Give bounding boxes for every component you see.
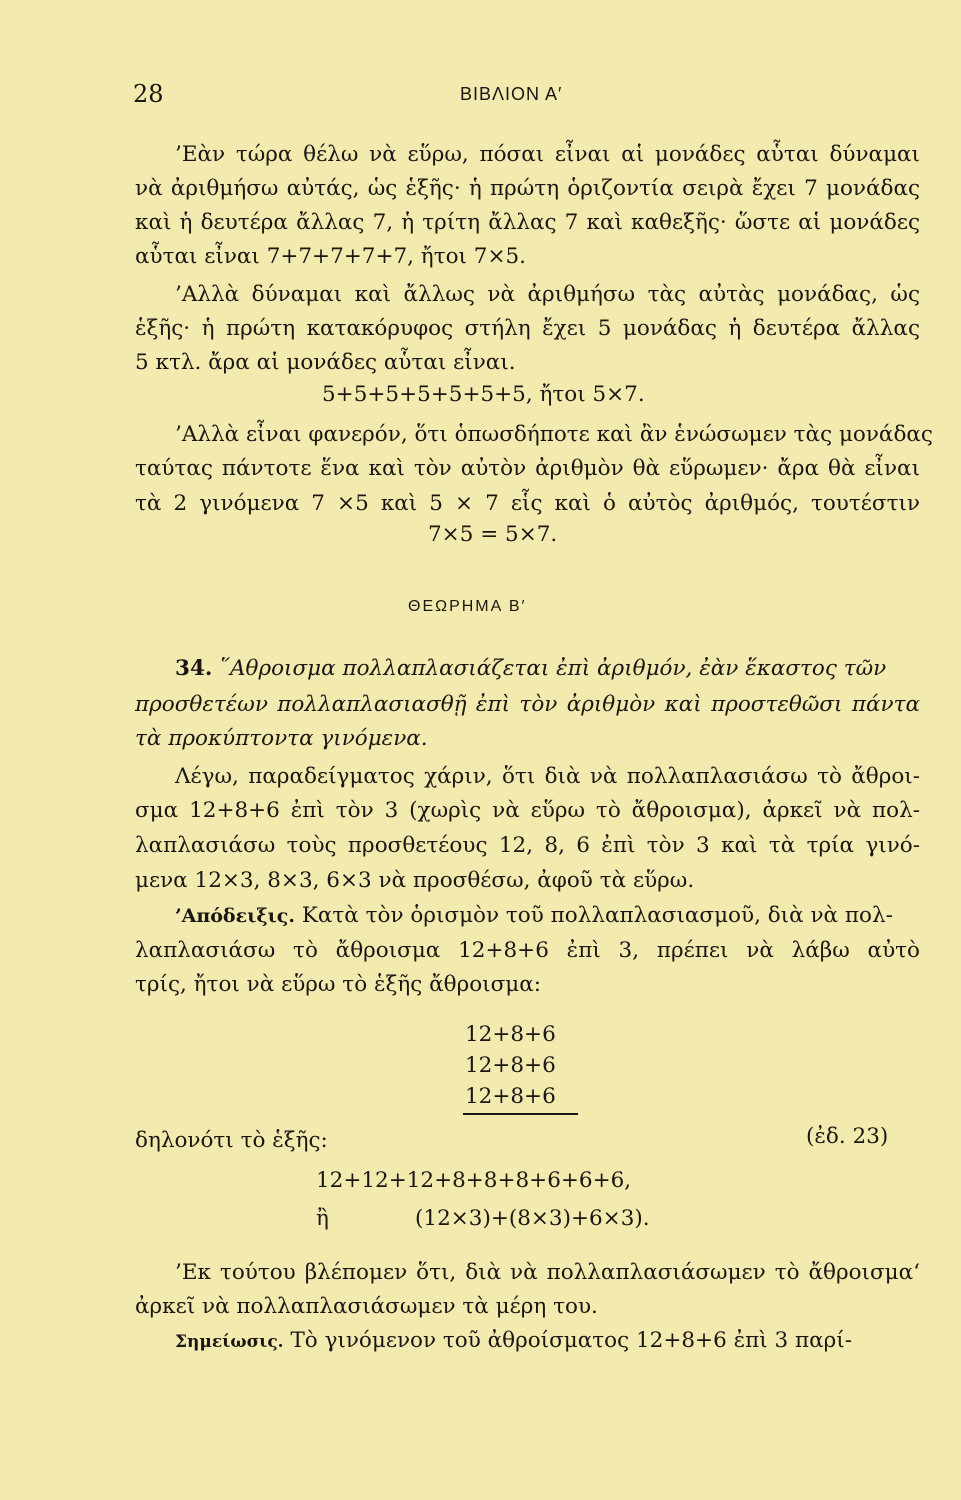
para4-line2: σμα 12+8+6 ἐπὶ τὸν 3 (χωρὶς νὰ εὕρω τὸ ἄθροισμα), ἀρκεῖ νὰ πολ-	[135, 798, 920, 823]
para5-line2: ἀρκεῖ νὰ πολλαπλασιάσωμεν τὰ μέρη του.	[135, 1294, 598, 1319]
note-text: Τὸ γινόμενον τοῦ ἀθροίσματος 12+8+6 ἐπὶ 3 παρί-	[290, 1328, 853, 1353]
or-word: ἢ	[316, 1206, 329, 1231]
para1-line3: καὶ ἡ δευτέρα ἄλλας 7, ἡ τρίτη ἄλλας 7 καὶ καθεξῆς· ὥστε αἱ μονάδες	[135, 210, 920, 235]
note-line	[175, 1324, 920, 1359]
para3-line2: ταύτας πάντοτε ἕνα καὶ τὸν αὐτὸν ἀριθμὸν θὰ εὕρωμεν· ἄρα θὰ εἶναι	[135, 456, 920, 481]
theorem-line3: τὰ προκύπτοντα γινόμενα.	[135, 726, 428, 751]
para2-line3: 5 κτλ. ἄρα αἱ μονάδες αὗται εἶναι.	[135, 350, 516, 375]
sum-rule	[463, 1113, 578, 1115]
result-reference: (ἐδ. 23)	[806, 1124, 889, 1149]
product-sum: (12×3)+(8×3)+6×3).	[415, 1206, 650, 1231]
page-number: 28	[133, 80, 164, 108]
proof-line2: λαπλασιάσω τὸ ἄθροισμα 12+8+6 ἐπὶ 3, πρέπει νὰ λάβω αὐτὸ	[135, 938, 920, 963]
para1-line2: νὰ ἀριθμήσω αὐτάς, ὡς ἑξῆς· ἡ πρώτη ὁριζοντία σειρὰ ἔχει 7 μονάδας	[135, 176, 920, 201]
equation-5x7: 5+5+5+5+5+5+5, ἤτοι 5×7.	[322, 382, 645, 407]
stack-row-3: 12+8+6	[465, 1084, 556, 1109]
stack-row-1: 12+8+6	[465, 1022, 556, 1047]
theorem-line2: προσθετέων πολλαπλασιασθῇ ἐπὶ τὸν ἀριθμὸν καὶ προστεθῶσι πάντα	[135, 692, 920, 717]
stack-row-2: 12+8+6	[465, 1053, 556, 1078]
result-label: δηλονότι τὸ ἑξῆς:	[135, 1128, 328, 1153]
proof-line1	[175, 899, 920, 933]
proof-line3: τρίς, ἤτοι νὰ εὕρω τὸ ἑξῆς ἄθροισμα:	[135, 972, 541, 997]
para5-line1: ’Εκ τούτου βλέπομεν ὅτι, διὰ νὰ πολλαπλασιάσωμεν τὸ ἄθροισμα‘	[175, 1260, 920, 1285]
para4-line3: λαπλασιάσω τοὺς προσθετέους 12, 8, 6 ἐπὶ τὸν 3 καὶ τὰ τρία γινό-	[135, 833, 920, 858]
para1-line1: ’Εὰν τώρα θέλω νὰ εὕρω, πόσαι εἶναι αἱ μονάδες αὗται δύναμαι	[175, 142, 920, 167]
theorem-line1	[175, 652, 920, 686]
theorem-statement-1: ῞Αθροισμα πολλαπλασιάζεται ἐπὶ ἀριθμόν, ἐὰν ἕκαστος τῶν	[219, 656, 887, 681]
proof-label: ’Απόδειξις.	[175, 905, 295, 927]
running-header: ΒΙΒΛΙΟΝ Α′	[460, 84, 563, 104]
note-label: Σημείωσις.	[175, 1332, 284, 1352]
equation-commutative: 7×5 = 5×7.	[428, 522, 558, 547]
theorem-number: 34.	[175, 656, 213, 681]
para4-line4: μενα 12×3, 8×3, 6×3 νὰ προσθέσω, ἀφοῦ τὰ εὕρω.	[135, 868, 695, 893]
para3-line3: τὰ 2 γινόμενα 7 ×5 καὶ 5 × 7 εἷς καὶ ὁ αὐτὸς ἀριθμός, τουτέστιν	[135, 491, 920, 516]
para4-line1: Λέγω, παραδείγματος χάριν, ὅτι διὰ νὰ πολλαπλασιάσω τὸ ἄθροι-	[175, 764, 920, 789]
para3-line1: ’Αλλὰ εἶναι φανερόν, ὅτι ὁπωσδήποτε καὶ ἂν ἑνώσωμεν τὰς μονάδας	[175, 422, 933, 447]
para1-line4: αὗται εἶναι 7+7+7+7+7, ἤτοι 7×5.	[135, 244, 526, 269]
para2-line1: ’Αλλὰ δύναμαι καὶ ἄλλως νὰ ἀριθμήσω τὰς αὐτὰς μονάδας, ὡς	[175, 282, 920, 307]
expanded-sum: 12+12+12+8+8+8+6+6+6,	[316, 1168, 632, 1193]
para2-line2: ἑξῆς· ἡ πρώτη κατακόρυφος στήλη ἔχει 5 μονάδας ἡ δευτέρα ἄλλας	[135, 316, 920, 341]
theorem-title: ΘΕΩΡΗΜΑ Β′	[408, 598, 527, 615]
proof-text-1: Κατὰ τὸν ὁρισμὸν τοῦ πολλαπλασιασμοῦ, διὰ νὰ πολ-	[301, 903, 893, 928]
